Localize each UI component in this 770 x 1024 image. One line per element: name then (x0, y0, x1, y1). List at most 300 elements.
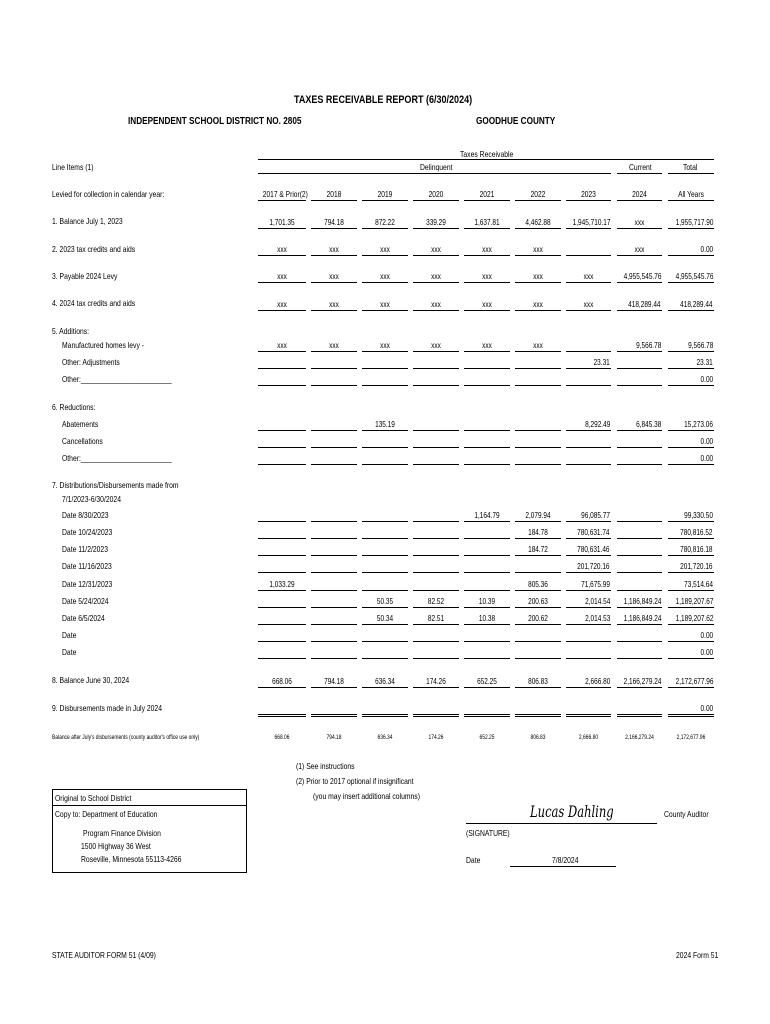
cell-value: xxx (634, 217, 645, 227)
year-header-rule (566, 200, 611, 201)
signature-label: (SIGNATURE) (466, 828, 510, 838)
cell-value: xxx (482, 299, 492, 309)
delinquent-header: Delinquent (420, 162, 453, 172)
cell-value: 10.38 (478, 613, 496, 623)
table-cell (566, 340, 611, 352)
table-cell (464, 704, 510, 717)
table-cell (668, 357, 714, 369)
table-cell (566, 453, 611, 465)
cell-value: 794.18 (324, 676, 344, 686)
table-cell (464, 299, 510, 311)
table-cell (464, 544, 510, 556)
cell-value: xxx (533, 271, 543, 281)
cell-value: 0.00 (700, 703, 713, 713)
table-cell (464, 340, 510, 352)
year-header-rule (464, 200, 510, 201)
table-cell (566, 561, 611, 573)
cell-value: xxx (329, 271, 339, 281)
table-cell (258, 647, 306, 659)
table-cell (464, 453, 510, 465)
table-cell (668, 299, 714, 311)
table-cell (515, 579, 561, 591)
table-cell (362, 244, 408, 256)
table-cell (413, 544, 459, 556)
cell-value: 780,631.74 (577, 527, 610, 537)
table-cell (515, 596, 561, 608)
table-cell (617, 613, 662, 625)
table-cell (258, 676, 306, 688)
table-cell (617, 647, 662, 659)
table-cell (413, 217, 459, 229)
cell-value: 805.36 (528, 579, 548, 589)
table-cell (617, 374, 662, 386)
date-label: Date (466, 855, 481, 865)
cell-value: 2,166,279.24 (623, 676, 661, 686)
year-header: All Years (678, 189, 704, 199)
table-cell (258, 510, 306, 522)
table-cell (362, 374, 408, 386)
table-cell (464, 527, 510, 539)
table-cell (413, 579, 459, 591)
table-cell (311, 596, 357, 608)
original-line: Original to School District (55, 793, 132, 803)
district-name: INDEPENDENT SCHOOL DISTRICT NO. 2805 (128, 116, 302, 127)
table-cell (413, 357, 459, 369)
table-cell (617, 453, 662, 465)
label-other-blank-2: Other:________________________ (62, 453, 172, 463)
table-cell (258, 596, 306, 608)
box-divider (53, 805, 246, 806)
cell-value: xxx (380, 244, 390, 254)
year-header-rule (258, 200, 306, 201)
table-cell (464, 244, 510, 256)
cell-value: 0.00 (700, 436, 713, 446)
table-cell (515, 419, 561, 431)
signature-name: Lucas Dahling (530, 802, 614, 821)
cell-value: 2,079.94 (525, 510, 551, 520)
cell-value: 201,720.16 (577, 561, 610, 571)
table-cell (362, 527, 408, 539)
year-header: 2020 (428, 189, 444, 199)
cell-value: 73,514.64 (684, 579, 713, 589)
city-line: Roseville, Minnesota 55113-4266 (81, 854, 182, 864)
table-cell (617, 544, 662, 556)
table-cell (258, 561, 306, 573)
year-header: 2023 (581, 189, 596, 199)
cell-value: xxx (482, 271, 492, 281)
table-cell (617, 579, 662, 591)
table-cell (617, 436, 662, 448)
label-disbursements-july: 9. Disbursements made in July 2024 (52, 703, 162, 713)
cell-value: 174.26 (426, 676, 446, 686)
table-cell (668, 510, 714, 522)
table-cell (413, 340, 459, 352)
balance-after-value: 174.26 (428, 734, 444, 741)
balance-after-value: 806.83 (530, 734, 546, 741)
year-header-rule (668, 200, 714, 201)
label-balance-after: Balance after July's disbursements (county auditor's office use only) (52, 734, 200, 741)
table-cell (515, 299, 561, 311)
form-number-right: 2024 Form 51 (676, 950, 719, 960)
table-cell (515, 271, 561, 283)
cell-value: 23.31 (696, 357, 713, 367)
table-cell (617, 357, 662, 369)
table-cell (617, 596, 662, 608)
cell-value: xxx (431, 271, 441, 281)
cell-value: 418,289.44 (680, 299, 713, 309)
table-cell (413, 613, 459, 625)
year-header: 2022 (530, 189, 546, 199)
balance-after-value: 2,166,279.24 (625, 734, 654, 741)
table-cell (515, 647, 561, 659)
table-cell (413, 453, 459, 465)
cell-value: xxx (583, 299, 594, 309)
table-cell (311, 299, 357, 311)
table-cell (311, 544, 357, 556)
table-cell (464, 374, 510, 386)
table-cell (413, 436, 459, 448)
cell-value: 50.34 (376, 613, 394, 623)
cell-value: 6,845.38 (635, 419, 661, 429)
table-cell (362, 357, 408, 369)
county-auditor-label: County Auditor (664, 809, 709, 819)
table-cell (566, 510, 611, 522)
table-cell (258, 704, 306, 717)
label-manufactured: Manufactured homes levy - (62, 340, 145, 350)
cell-value: 8,292.49 (584, 419, 610, 429)
table-cell (413, 244, 459, 256)
label-date-1: Date 8/30/2023 (62, 510, 109, 520)
table-cell (362, 561, 408, 573)
table-cell (362, 596, 408, 608)
year-header-rule (362, 200, 408, 201)
total-header: Total (683, 162, 698, 172)
cell-value: 2,014.53 (584, 613, 610, 623)
cell-value: xxx (380, 340, 390, 350)
table-cell (362, 217, 408, 229)
levied-label: Levied for collection in calendar year: (52, 189, 165, 199)
table-cell (413, 299, 459, 311)
table-cell (311, 453, 357, 465)
label-cancellations: Cancellations (62, 436, 103, 446)
cell-value: 82.51 (427, 613, 445, 623)
table-cell (464, 419, 510, 431)
table-cell (413, 510, 459, 522)
year-header: 2021 (479, 189, 495, 199)
cell-value: 780,631.46 (577, 544, 610, 554)
date-line (510, 866, 616, 867)
cell-value: 2,014.54 (584, 596, 610, 606)
signature-date: 7/8/2024 (552, 855, 579, 865)
cell-value: xxx (277, 244, 287, 254)
table-cell (362, 340, 408, 352)
cell-value: 418,289.44 (628, 299, 661, 309)
table-cell (311, 704, 357, 717)
cell-value: 1,186,849.24 (623, 596, 661, 606)
cell-value: 15,273.06 (684, 419, 713, 429)
label-date-9: Date (62, 647, 77, 657)
table-cell (515, 676, 561, 688)
cell-value: 1,701.35 (269, 217, 295, 227)
label-payable-2024: 3. Payable 2024 Levy (52, 271, 118, 281)
table-cell (668, 374, 714, 386)
cell-value: 636.34 (375, 676, 395, 686)
table-cell (617, 630, 662, 642)
table-cell (413, 419, 459, 431)
label-reductions: 6. Reductions: (52, 402, 96, 412)
cell-value: 10.39 (478, 596, 496, 606)
division-line: Program Finance Division (83, 828, 161, 838)
table-cell (311, 436, 357, 448)
balance-after-value: 636.34 (377, 734, 393, 741)
label-abatements: Abatements (62, 419, 99, 429)
table-cell (258, 436, 306, 448)
table-cell (515, 527, 561, 539)
table-cell (258, 453, 306, 465)
table-cell (566, 704, 611, 717)
table-cell (566, 676, 611, 688)
table-cell (617, 340, 662, 352)
cell-value: xxx (482, 244, 492, 254)
cell-value: 0.00 (700, 374, 713, 384)
table-cell (566, 299, 611, 311)
cell-value: 652.25 (477, 676, 497, 686)
table-cell (258, 244, 306, 256)
table-cell (311, 374, 357, 386)
cell-value: 794.18 (324, 217, 344, 227)
cell-value: 668.06 (272, 676, 292, 686)
table-cell (566, 596, 611, 608)
taxes-receivable-header: Taxes Receivable (460, 149, 514, 159)
cell-value: 1,164.79 (474, 510, 500, 520)
cell-value: 99,330.50 (684, 510, 713, 520)
table-cell (668, 453, 714, 465)
table-cell (258, 299, 306, 311)
table-cell (617, 419, 662, 431)
cell-value: 1,186,849.24 (623, 613, 661, 623)
table-cell (515, 630, 561, 642)
year-header: 2018 (326, 189, 342, 199)
current-rule (617, 173, 662, 174)
label-date-6: Date 5/24/2024 (62, 596, 109, 606)
note-1: (1) See instructions (296, 761, 355, 771)
table-cell (464, 510, 510, 522)
cell-value: 339.29 (426, 217, 446, 227)
table-cell (311, 676, 357, 688)
cell-value: xxx (482, 340, 492, 350)
balance-after-value: 2,172,677.96 (676, 734, 706, 741)
cell-value: 872.22 (375, 217, 395, 227)
cell-value: 1,955,717.90 (675, 217, 713, 227)
distribution-box (52, 789, 247, 873)
cell-value: 184.78 (528, 527, 548, 537)
cell-value: 1,189,207.67 (675, 596, 713, 606)
table-cell (566, 436, 611, 448)
table-cell (464, 561, 510, 573)
line-items-header: Line Items (1) (52, 162, 94, 172)
table-cell (464, 596, 510, 608)
table-cell (515, 613, 561, 625)
table-cell (668, 419, 714, 431)
table-cell (311, 340, 357, 352)
table-cell (566, 527, 611, 539)
label-balance-july: 1. Balance July 1, 2023 (52, 216, 123, 226)
cell-value: 1,189,207.62 (675, 613, 713, 623)
table-cell (311, 217, 357, 229)
year-header: 2019 (377, 189, 393, 199)
table-cell (464, 613, 510, 625)
table-cell (566, 357, 611, 369)
label-date-4: Date 11/16/2023 (62, 561, 112, 571)
balance-after-value: 2,666.80 (578, 734, 599, 741)
table-cell (617, 510, 662, 522)
table-cell (413, 271, 459, 283)
label-date-8: Date (62, 630, 77, 640)
cell-value: xxx (431, 340, 441, 350)
table-cell (362, 436, 408, 448)
cell-value: 201,720.16 (680, 561, 713, 571)
table-cell (668, 436, 714, 448)
cell-value: xxx (380, 299, 390, 309)
table-cell (464, 630, 510, 642)
cell-value: xxx (329, 299, 339, 309)
current-header: Current (629, 162, 652, 172)
table-cell (668, 217, 714, 229)
delinquent-rule (258, 173, 611, 174)
table-cell (566, 544, 611, 556)
cell-value: xxx (533, 244, 543, 254)
table-cell (668, 579, 714, 591)
table-cell (668, 704, 714, 717)
cell-value: xxx (277, 271, 287, 281)
address-line: 1500 Highway 36 West (81, 841, 151, 851)
county-name: GOODHUE COUNTY (476, 116, 556, 127)
table-cell (413, 561, 459, 573)
table-cell (668, 244, 714, 256)
table-cell (668, 544, 714, 556)
table-cell (258, 613, 306, 625)
cell-value: 0.00 (700, 244, 713, 254)
cell-value: 1,033.29 (269, 579, 295, 589)
table-cell (362, 419, 408, 431)
year-header-rule (515, 200, 561, 201)
table-cell (515, 340, 561, 352)
label-date-7: Date 6/5/2024 (62, 613, 105, 623)
cell-value: 23.31 (593, 357, 610, 367)
table-cell (413, 527, 459, 539)
table-cell (362, 647, 408, 659)
table-cell (362, 271, 408, 283)
cell-value: 1,637.81 (474, 217, 500, 227)
cell-value: xxx (380, 271, 390, 281)
label-additions: 5. Additions: (52, 326, 90, 336)
table-cell (617, 271, 662, 283)
table-cell (668, 596, 714, 608)
table-cell (362, 676, 408, 688)
table-cell (258, 357, 306, 369)
table-cell (566, 271, 611, 283)
year-header-rule (617, 200, 662, 201)
cell-value: 4,462.88 (525, 217, 551, 227)
cell-value: 50.35 (376, 596, 394, 606)
cell-value: 9,566.78 (687, 340, 713, 350)
label-credits-2023: 2. 2023 tax credits and aids (52, 244, 136, 254)
table-cell (413, 704, 459, 717)
table-cell (258, 374, 306, 386)
table-cell (413, 374, 459, 386)
balance-after-value: 652.25 (479, 734, 495, 741)
table-cell (668, 561, 714, 573)
table-cell (515, 510, 561, 522)
table-cell (362, 630, 408, 642)
table-cell (464, 579, 510, 591)
table-cell (464, 647, 510, 659)
cell-value: xxx (329, 340, 339, 350)
note-2: (2) Prior to 2017 optional if insignificant (296, 776, 414, 786)
cell-value: 4,955,545.76 (675, 271, 713, 281)
cell-value: 71,675.99 (581, 579, 610, 589)
table-cell (617, 704, 662, 717)
cell-value: 0.00 (700, 453, 713, 463)
table-cell (362, 704, 408, 717)
year-header: 2017 & Prior(2) (262, 189, 308, 199)
cell-value: 2,666.80 (584, 676, 610, 686)
form-number-left: STATE AUDITOR FORM 51 (4/09) (52, 950, 156, 960)
table-cell (464, 436, 510, 448)
cell-value: xxx (431, 244, 441, 254)
cell-value: 4,955,545.76 (623, 271, 661, 281)
table-cell (515, 436, 561, 448)
cell-value: xxx (533, 340, 543, 350)
table-cell (617, 244, 662, 256)
table-cell (362, 613, 408, 625)
table-cell (413, 630, 459, 642)
table-cell (311, 630, 357, 642)
table-cell (258, 419, 306, 431)
table-cell (464, 271, 510, 283)
table-cell (566, 374, 611, 386)
year-header-rule (413, 200, 459, 201)
cell-value: xxx (634, 244, 645, 254)
table-cell (515, 561, 561, 573)
total-rule (668, 173, 714, 174)
cell-value: 96,085.77 (581, 510, 610, 520)
table-cell (311, 613, 357, 625)
table-cell (311, 357, 357, 369)
table-cell (362, 510, 408, 522)
cell-value: 0.00 (700, 630, 713, 640)
table-cell (515, 544, 561, 556)
label-other-blank: Other:________________________ (62, 374, 172, 384)
table-cell (668, 676, 714, 688)
label-date-5: Date 12/31/2023 (62, 579, 113, 589)
table-cell (311, 527, 357, 539)
table-cell (258, 340, 306, 352)
table-cell (311, 647, 357, 659)
cell-value: 780,816.52 (680, 527, 713, 537)
table-cell (258, 579, 306, 591)
label-credits-2024: 4. 2024 tax credits and aids (52, 298, 136, 308)
label-balance-june: 8. Balance June 30, 2024 (52, 675, 130, 685)
table-cell (258, 544, 306, 556)
cell-value: xxx (431, 299, 441, 309)
table-cell (258, 217, 306, 229)
table-cell (413, 676, 459, 688)
table-cell (566, 647, 611, 659)
table-cell (515, 704, 561, 717)
table-cell (362, 544, 408, 556)
table-cell (464, 217, 510, 229)
